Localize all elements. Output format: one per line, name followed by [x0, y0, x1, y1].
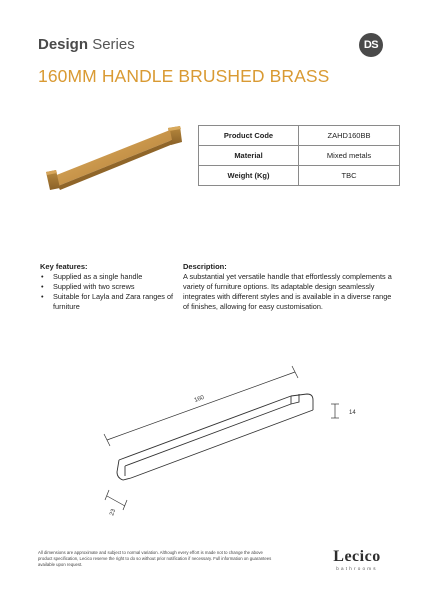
spec-value: ZAHD160BB: [299, 126, 400, 146]
spec-value: Mixed metals: [299, 146, 400, 166]
length-label: 160: [193, 394, 206, 404]
spec-value: TBC: [299, 166, 400, 186]
key-features-list: [40, 272, 180, 312]
spec-row: [199, 126, 400, 146]
product-title: 160MM HANDLE BRUSHED BRASS: [38, 66, 330, 86]
lecico-brand: Lecico: [333, 548, 381, 565]
lecico-sub: bathrooms: [336, 566, 378, 571]
series-heading-light: Series: [92, 36, 135, 53]
series-heading: [38, 36, 135, 53]
key-features-heading: Key features:: [40, 262, 88, 271]
list-item: • Supplied as a single handle: [40, 272, 180, 282]
spec-key: Material: [199, 146, 299, 166]
spec-row: [199, 166, 400, 186]
key-features: [40, 262, 180, 312]
list-item: • Suitable for Layla and Zara ranges of furniture: [40, 292, 180, 312]
spec-row: [199, 146, 400, 166]
spec-key: Product Code: [199, 126, 299, 146]
brass-handle-image: [40, 118, 190, 198]
series-heading-bold: Design: [38, 36, 89, 53]
spec-key: Weight (Kg): [199, 166, 299, 186]
disclaimer: All dimensions are approximate and subject to normal variation. Although every effort is made not to change the above product specification, Lecico reserve the right to do so without prior notification if necessary. Full information on guarantees available upon request.: [38, 550, 272, 567]
height-dimension: [331, 404, 339, 418]
description: [183, 262, 393, 312]
depth-dimension: [105, 490, 127, 510]
spec-table: [198, 125, 400, 186]
height-label: 14: [349, 410, 356, 416]
ds-logo-icon: DS: [359, 33, 383, 57]
technical-drawing: [95, 360, 365, 530]
description-text: A substantial yet versatile handle that effortlessly complements a variety of furniture options. Its adaptable design seamlessly integrates with different styles and is available in a diverse range of finishes, allowing for easy customisation.: [183, 272, 392, 311]
handle-outline: [117, 394, 313, 480]
lecico-logo: [322, 549, 392, 571]
depth-label: 23: [109, 508, 118, 517]
length-dimension: [104, 366, 298, 446]
list-item: • Supplied with two screws: [40, 282, 180, 292]
description-heading: Description:: [183, 262, 227, 271]
